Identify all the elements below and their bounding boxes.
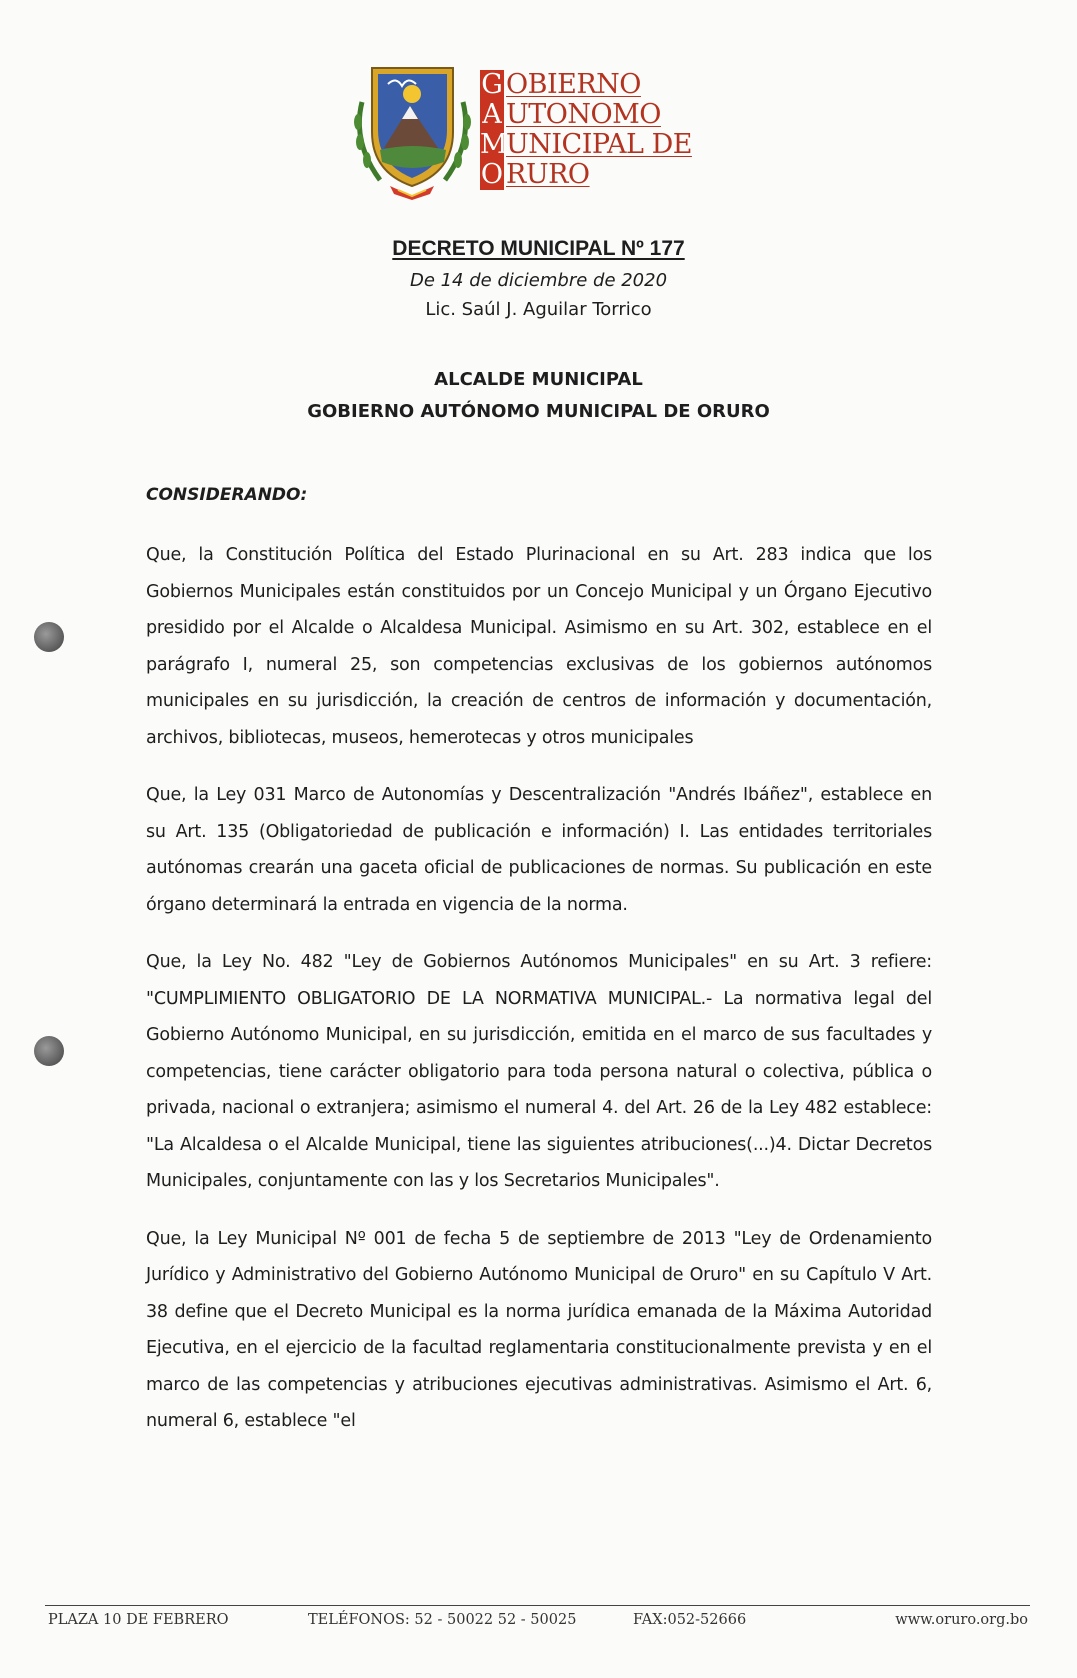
logo-letter: A xyxy=(480,100,504,130)
footer-address: PLAZA 10 DE FEBRERO xyxy=(48,1612,229,1628)
footer-fax: FAX:052-52666 xyxy=(633,1612,747,1628)
municipality-logo-text xyxy=(480,70,692,190)
footer-divider xyxy=(45,1605,1030,1606)
decree-signer: Lic. Saúl J. Aguilar Torrico xyxy=(425,299,652,320)
decree-title: DECRETO MUNICIPAL Nº 177 xyxy=(392,237,685,260)
logo-word: UNICIPAL DE xyxy=(506,129,692,160)
document-body xyxy=(146,537,932,1461)
logo-letter: O xyxy=(480,159,504,190)
paragraph: Que, la Ley 031 Marco de Autonomías y Descentralización "Andrés Ibáñez", establece en su Art. 135 (Obligatoriedad de publicación e información) I. Las entidades territoriales autónomas crearán una gaceta oficial de publicaciones de normas. Su publicación en este órgano determinará la entrada en vigencia de la norma. xyxy=(146,785,932,915)
logo-word: OBIERNO xyxy=(506,69,641,100)
decree-date: De 14 de diciembre de 2020 xyxy=(409,270,668,291)
logo-letter: M xyxy=(480,129,508,160)
decree-heading xyxy=(0,234,1077,325)
section-heading-considerando: CONSIDERANDO: xyxy=(146,485,308,505)
logo-word: UTONOMO xyxy=(506,99,661,130)
authority-institution: GOBIERNO AUTÓNOMO MUNICIPAL DE ORURO xyxy=(307,401,770,422)
municipal-coat-of-arms-icon xyxy=(350,62,475,202)
logo-letter: G xyxy=(481,69,503,100)
punch-hole xyxy=(34,1036,64,1066)
issuing-authority xyxy=(0,364,1077,428)
paragraph: Que, la Ley No. 482 "Ley de Gobiernos Autónomos Municipales" en su Art. 3 refiere: "CUMPLIMIENTO OBLIGATORIO DE LA NORMATIVA MUNICIPAL.- La normativa legal del Gobierno Autónomo Municipal, en su jurisdicción, emitida en el marco de sus facultades y competencias, tiene carácter obligatorio para toda persona natural o colectiva, pública o privada, nacional o extranjera; asimismo el numeral 4. del Art. 26 de la Ley 482 establece: "La Alcaldesa o el Alcalde Municipal, tiene las siguientes atribuciones(...)4. Dictar Decretos Municipales, conjuntamente con las y los Secretarios Municipales". xyxy=(146,952,932,1191)
paragraph: Que, la Ley Municipal Nº 001 de fecha 5 de septiembre de 2013 "Ley de Ordenamiento Jurídico y Administrativo del Gobierno Autónomo Municipal de Oruro" en su Capítulo V Art. 38 define que el Decreto Municipal es la norma jurídica emanada de la Máxima Autoridad Ejecutiva, en el ejercicio de la facultad reglamentaria constitucionalmente prevista y en el marco de las competencias y atribuciones ejecutivas administrativas. Asimismo el Art. 6, numeral 6, establece "el xyxy=(146,1228,932,1431)
paragraph: Que, la Constitución Política del Estado Plurinacional en su Art. 283 indica que los Gobiernos Municipales están constituidos por un Concejo Municipal y un Órgano Ejecutivo presidido por el Alcalde o Alcaldesa Municipal. Asimismo en su Art. 302, establece en el parágrafo I, numeral 25, son competencias exclusivas de los gobiernos autónomos municipales en su jurisdicción, la creación de centros de información y documentación, archivos, bibliotecas, museos, hemerotecas y otros municipales xyxy=(146,545,932,748)
letterhead xyxy=(350,62,750,202)
punch-hole xyxy=(34,622,64,652)
authority-title: ALCALDE MUNICIPAL xyxy=(434,369,643,390)
logo-word: RURO xyxy=(506,159,590,190)
footer-phones: TELÉFONOS: 52 - 50022 52 - 50025 xyxy=(308,1612,577,1628)
footer-website: www.oruro.org.bo xyxy=(895,1612,1028,1628)
